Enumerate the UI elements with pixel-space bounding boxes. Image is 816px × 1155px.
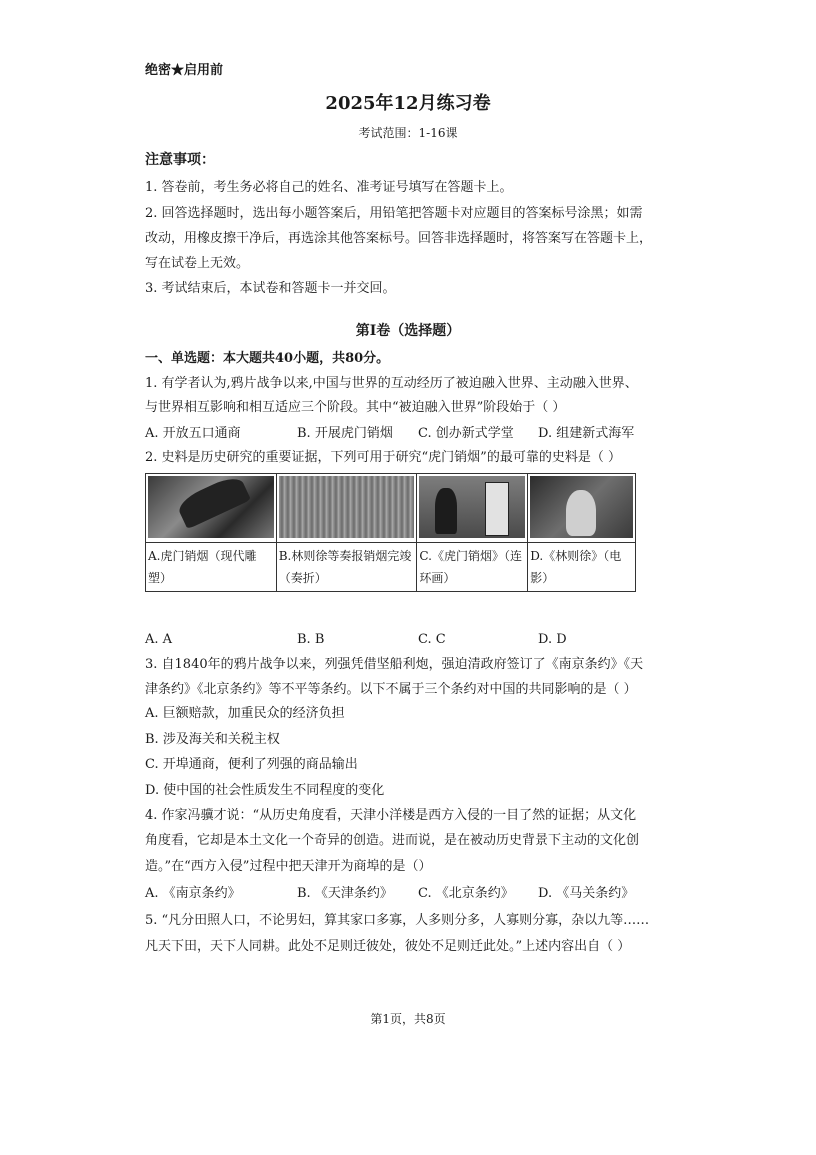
comic-strip-image [419,476,525,538]
q5-stem-line-1: 5. “凡分田照人口，不论男妇，算其家口多寡，人多则分多，人寡则分寡，杂以九等…… [145,913,650,928]
section-title: 第Ⅰ卷（选择题） [355,323,461,339]
q2-image-a-cell [146,474,277,543]
q3-option-a: A. 巨额赔款，加重民众的经济负担 [145,706,345,721]
q2-option-b: B. B [297,632,325,647]
q4-stem-line-3: 造。”在“西方入侵”过程中把天津开为商埠的是（） [145,859,432,874]
q4-option-b: B. 《天津条约》 [297,886,393,901]
film-still-image [530,476,633,538]
q1-option-c: C. 创办新式学堂 [418,426,514,441]
q2-source-table [145,473,636,592]
q2-option-c: C. C [418,632,446,647]
q2-caption-c: C.《虎门销烟》（连环画） [417,543,528,592]
q2-image-d-cell [528,474,636,543]
notice-line-3: 改动，用橡皮擦干净后，再选涂其他答案标号。回答非选择题时，将答案写在答题卡上， [145,231,653,246]
q4-option-c: C. 《北京条约》 [418,886,514,901]
q3-option-d: D. 使中国的社会性质发生不同程度的变化 [145,783,385,798]
q1-stem-line-2: 与世界相互影响和相互适应三个阶段。其中“被迫融入世界”阶段始于（ ） [145,400,566,415]
notice-line-2: 2. 回答选择题时，选出每小题答案后，用铅笔把答题卡对应题目的答案标号涂黑；如需 [145,206,643,221]
q2-caption-a: A.虎门销烟（现代雕塑） [146,543,277,592]
confidential-label: 绝密★启用前 [145,63,224,78]
q4-option-a: A. 《南京条约》 [145,886,241,901]
notice-line-5: 3. 考试结束后，本试卷和答题卡一并交回。 [145,281,396,296]
part-heading: 一、单选题：本大题共40小题，共80分。 [145,351,390,366]
q2-option-d: D. D [538,632,567,647]
q1-option-a: A. 开放五口通商 [145,426,241,441]
memorial-document-image [279,476,415,538]
q3-option-b: B. 涉及海关和关税主权 [145,732,280,747]
page-title: 2025年12月练习卷 [325,93,491,114]
notice-heading: 注意事项： [145,152,215,168]
q5-stem-line-2: 凡天下田，天下人同耕。此处不足则迁彼处，彼处不足则迁此处。”上述内容出自（ ） [145,939,631,954]
q1-stem-line-1: 1. 有学者认为,鸦片战争以来,中国与世界的互动经历了被迫融入世界、主动融入世界、 [145,376,638,391]
page-footer: 第1页，共8页 [370,1012,446,1026]
q4-stem-line-2: 角度看，它却是本土文化一个奇异的创造。进而说，是在被动历史背景下主动的文化创 [145,833,640,848]
q1-option-b: B. 开展虎门销烟 [297,426,393,441]
q3-stem-line-1: 3. 自1840年的鸦片战争以来，列强凭借坚船利炮，强迫清政府签订了《南京条约》《天 [145,657,644,672]
q2-option-a: A. A [145,632,173,647]
q1-option-d: D. 组建新式海军 [538,426,635,441]
notice-line-1: 1. 答卷前，考生务必将自己的姓名、准考证号填写在答题卡上。 [145,180,513,195]
q2-caption-d: D.《林则徐》（电影） [528,543,636,592]
exam-scope: 考试范围：1-16课 [358,126,458,140]
q2-stem: 2. 史料是历史研究的重要证据，下列可用于研究“虎门销烟”的最可靠的史料是（ ） [145,450,621,465]
notice-line-4: 写在试卷上无效。 [145,256,250,271]
q4-stem-line-1: 4. 作家冯骥才说：“从历史角度看，天津小洋楼是西方入侵的一目了然的证据；从文化 [145,808,637,823]
q2-caption-b: B.林则徐等奏报销烟完竣（奏折） [276,543,417,592]
q2-image-c-cell [417,474,528,543]
q3-stem-line-2: 津条约》《北京条约》等不平等条约。以下不属于三个条约对中国的共同影响的是（ ） [145,682,637,697]
q3-option-c: C. 开埠通商，便利了列强的商品输出 [145,757,358,772]
q2-image-b-cell [276,474,417,543]
sculpture-image [148,476,274,538]
q4-option-d: D. 《马关条约》 [538,886,635,901]
